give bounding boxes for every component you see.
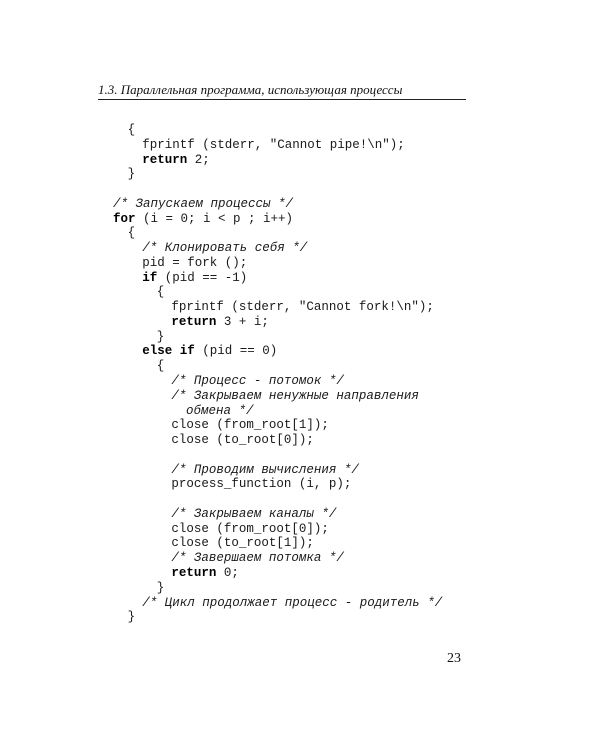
code-line xyxy=(0,153,600,168)
code-text: process_function (i, p); xyxy=(171,477,352,492)
code-keyword: return xyxy=(171,565,217,580)
code-line xyxy=(0,463,600,478)
code-text: { xyxy=(127,226,136,241)
code-line xyxy=(0,330,600,345)
code-line xyxy=(0,477,600,492)
code-comment: /* Запускаем процессы */ xyxy=(113,196,294,211)
code-line xyxy=(0,226,600,241)
code-text: (pid == 0) xyxy=(194,344,278,359)
code-text: } xyxy=(127,610,136,625)
code-line-blank xyxy=(0,182,600,197)
code-comment: /* Цикл продолжает процесс - родитель */ xyxy=(142,595,443,610)
code-line xyxy=(0,256,600,271)
code-keyword: else if xyxy=(142,344,195,359)
code-line xyxy=(0,241,600,256)
code-line xyxy=(0,566,600,581)
code-comment: /* Завершаем потомка */ xyxy=(171,551,344,566)
code-line xyxy=(0,536,600,551)
code-line xyxy=(0,596,600,611)
code-comment: обмена */ xyxy=(186,403,254,418)
code-text: { xyxy=(156,285,165,300)
code-comment: /* Клонировать себя */ xyxy=(142,241,308,256)
code-line-blank xyxy=(0,448,600,463)
code-text: 0; xyxy=(216,565,239,580)
code-text: 3 + i; xyxy=(216,314,269,329)
page-number: 23 xyxy=(447,651,461,666)
code-line xyxy=(0,359,600,374)
code-text: 2; xyxy=(187,152,210,167)
code-line xyxy=(0,610,600,625)
code-comment: /* Процесс - потомок */ xyxy=(171,374,344,389)
code-keyword: return xyxy=(142,152,188,167)
code-line xyxy=(0,433,600,448)
code-line xyxy=(0,123,600,138)
code-line xyxy=(0,138,600,153)
code-line xyxy=(0,271,600,286)
code-line-blank xyxy=(0,492,600,507)
code-text: close (from_root[0]); xyxy=(171,521,329,536)
code-text: close (to_root[1]); xyxy=(171,536,314,551)
code-line xyxy=(0,418,600,433)
code-line xyxy=(0,404,600,419)
code-line xyxy=(0,197,600,212)
code-keyword: if xyxy=(142,270,158,285)
code-line xyxy=(0,374,600,389)
code-comment: /* Проводим вычисления */ xyxy=(171,462,359,477)
code-line xyxy=(0,581,600,596)
code-line xyxy=(0,507,600,522)
code-keyword: return xyxy=(171,314,217,329)
code-text: { xyxy=(156,359,165,374)
code-text: fprintf (stderr, "Cannot fork!\n"); xyxy=(171,300,434,315)
running-header xyxy=(98,82,466,100)
code-line xyxy=(0,389,600,404)
code-text: { xyxy=(127,123,136,137)
header-rule xyxy=(98,99,466,100)
code-text: close (from_root[1]); xyxy=(171,418,329,433)
code-text: } xyxy=(127,167,136,182)
code-text: (pid == -1) xyxy=(157,270,248,285)
code-text: (i = 0; i < p ; i++) xyxy=(135,211,294,226)
code-line xyxy=(0,344,600,359)
code-text: pid = fork (); xyxy=(142,255,248,270)
code-line xyxy=(0,315,600,330)
code-text: } xyxy=(156,580,165,595)
code-text: close (to_root[0]); xyxy=(171,433,314,448)
code-keyword: for xyxy=(113,211,136,226)
code-line xyxy=(0,212,600,227)
code-line xyxy=(0,285,600,300)
code-line xyxy=(0,300,600,315)
code-line xyxy=(0,551,600,566)
code-line xyxy=(0,167,600,182)
running-header-title: 1.3. Параллельная программа, использующая процессы xyxy=(98,82,403,97)
code-comment: /* Закрываем ненужные направления xyxy=(171,388,419,403)
code-text: fprintf (stderr, "Cannot pipe!\n"); xyxy=(142,137,405,152)
code-comment: /* Закрываем каналы */ xyxy=(171,506,337,521)
code-line xyxy=(0,522,600,537)
code-listing xyxy=(0,123,600,625)
code-text: } xyxy=(156,329,165,344)
